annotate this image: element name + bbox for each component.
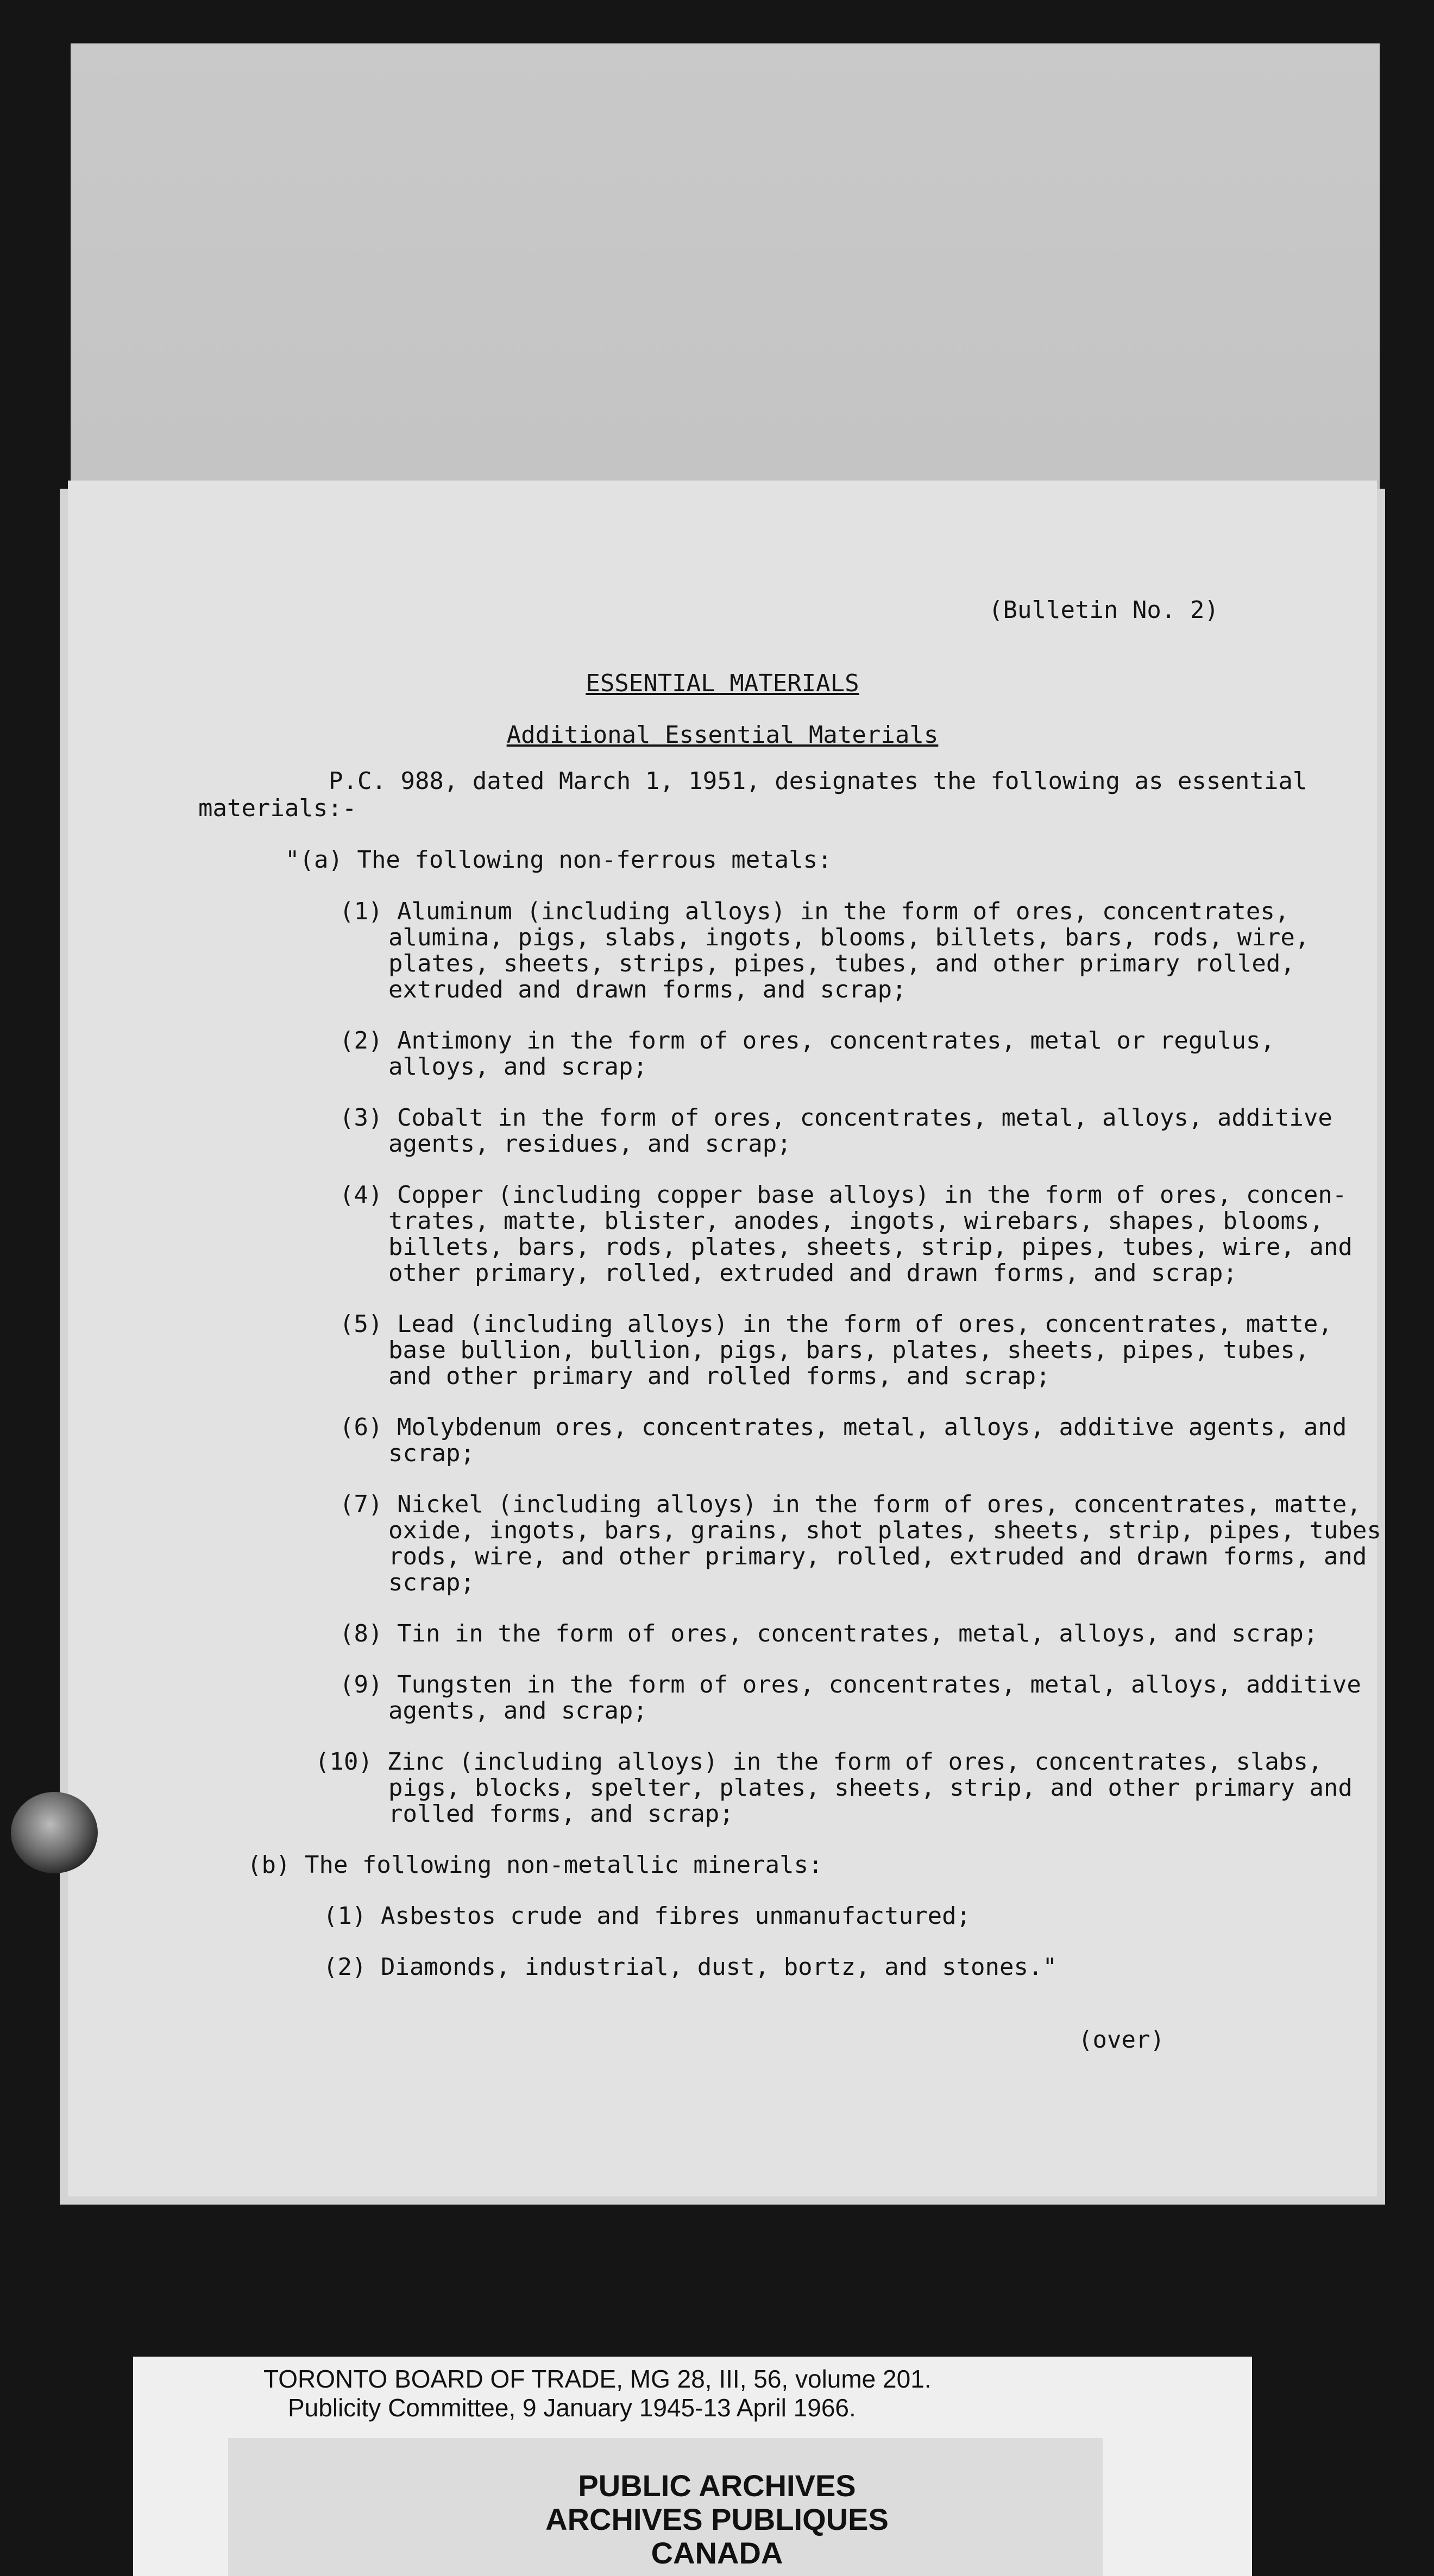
list-item: oxide, ingots, bars, grains, shot plates, sheets, strip, pipes, tubes, [388,1517,1396,1544]
archive-reference-line-1: TORONTO BOARD OF TRADE, MG 28, III, 56, volume 201. [263,2365,932,2393]
bulletin-number: (Bulletin No. 2) [989,596,1219,624]
list-item: other primary, rolled, extruded and drawn forms, and scrap; [388,1259,1237,1287]
archive-stamp-line-1: PUBLIC ARCHIVES [578,2468,856,2503]
list-item: (5) Lead (including alloys) in the form of ores, concentrates, matte, [339,1310,1332,1338]
list-item: plates, sheets, strips, pipes, tubes, and other primary rolled, [388,950,1295,977]
list-item: (10) Zinc (including alloys) in the form of ores, concentrates, slabs, [315,1748,1323,1776]
intro-line-2: materials:- [198,794,357,822]
section-b-heading: (b) The following non-metallic minerals: [247,1851,823,1879]
list-item: agents, residues, and scrap; [388,1130,791,1158]
list-item: (3) Cobalt in the form of ores, concentrates, metal, alloys, additive [339,1104,1332,1132]
list-item: extruded and drawn forms, and scrap; [388,976,907,1003]
list-item: (7) Nickel (including alloys) in the form of ores, concentrates, matte, [339,1491,1361,1518]
list-item: and other primary and rolled forms, and scrap; [388,1362,1051,1390]
over-note: (over) [1078,2026,1165,2054]
list-item: (1) Aluminum (including alloys) in the form of ores, concentrates, [339,898,1290,925]
page-subtitle: Additional Essential Materials [506,721,939,749]
archive-stamp-line-2: ARCHIVES PUBLIQUES [545,2502,889,2536]
list-item: (1) Asbestos crude and fibres unmanufactured; [323,1902,971,1930]
document-page [68,481,1396,2196]
list-item: alumina, pigs, slabs, ingots, blooms, billets, bars, rods, wire, [388,924,1310,951]
page-title: ESSENTIAL MATERIALS [586,670,859,697]
list-item: billets, bars, rods, plates, sheets, strip, pipes, tubes, wire, and [388,1233,1353,1261]
list-item: rods, wire, and other primary, rolled, extruded and drawn forms, and [388,1543,1367,1570]
list-item: scrap; [388,1439,475,1467]
list-item: (4) Copper (including copper base alloys) in the form of ores, concen- [339,1181,1347,1209]
archive-reference-line-2: Publicity Committee, 9 January 1945-13 April 1966. [288,2394,856,2422]
list-item: (2) Diamonds, industrial, dust, bortz, and stones." [323,1953,1058,1981]
list-item: agents, and scrap; [388,1697,647,1725]
list-item: scrap; [388,1569,475,1596]
list-item: (2) Antimony in the form of ores, concentrates, metal or regulus, [339,1027,1275,1055]
archive-stamp-line-3: CANADA [651,2536,783,2570]
section-a-heading: "(a) The following non-ferrous metals: [285,846,832,874]
list-item: rolled forms, and scrap; [388,1800,734,1828]
list-item: (9) Tungsten in the form of ores, concentrates, metal, alloys, additive [339,1671,1361,1699]
list-item: pigs, blocks, spelter, plates, sheets, strip, and other primary and [388,1774,1353,1802]
list-item: trates, matte, blister, anodes, ingots, wirebars, shapes, blooms, [388,1207,1324,1235]
intro-line-1: P.C. 988, dated March 1, 1951, designates the following as essential [329,767,1307,795]
list-item: (6) Molybdenum ores, concentrates, metal, alloys, additive agents, and [339,1413,1347,1441]
list-item: base bullion, bullion, pigs, bars, plates, sheets, pipes, tubes, [388,1336,1310,1364]
list-item: (8) Tin in the form of ores, concentrates, metal, alloys, and scrap; [339,1620,1318,1647]
binding-fastener [11,1792,98,1873]
list-item: alloys, and scrap; [388,1053,647,1081]
